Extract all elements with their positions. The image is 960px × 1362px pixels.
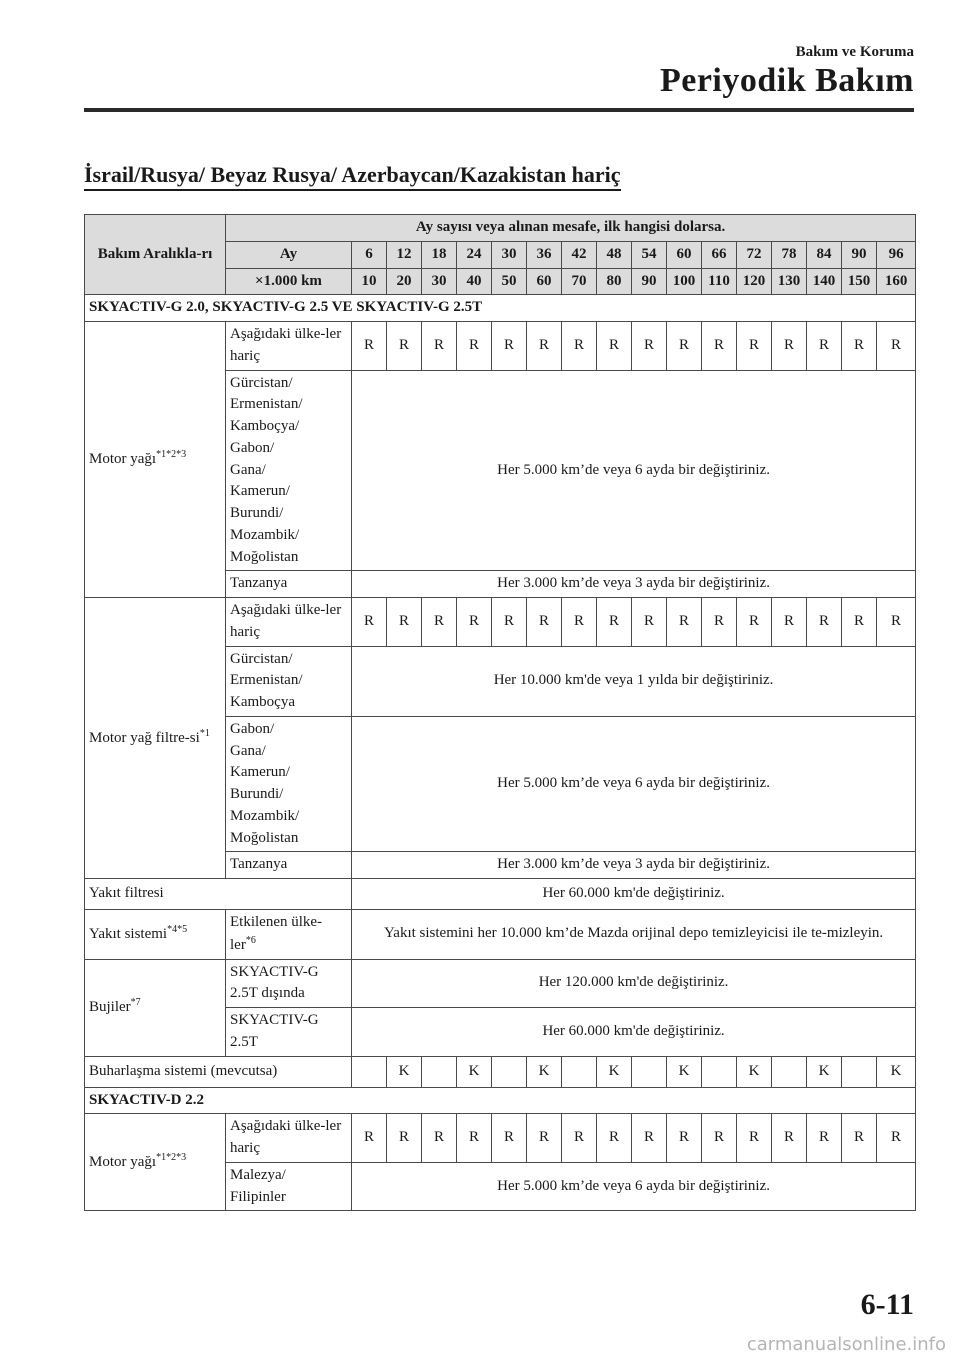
item-name: Motor yağı (89, 451, 157, 468)
replace-mark: R (737, 598, 772, 647)
replace-mark: R (737, 322, 772, 371)
footnote-mark: *1*2*3 (156, 449, 187, 461)
footnote-mark: *1 (199, 727, 210, 739)
replace-mark: R (387, 598, 422, 647)
item-fuel-system (85, 910, 226, 960)
section-label: Bakım ve Koruma (795, 44, 914, 60)
km-cell: 80 (597, 268, 632, 295)
condition-text: Etkilenen ülke-ler (230, 914, 323, 953)
instruction-cell: Her 5.000 km’de veya 6 ayda bir değiştiriniz. (352, 370, 916, 571)
replace-mark: R (667, 322, 702, 371)
instruction-cell: Her 120.000 km'de değiştiriniz. (352, 959, 916, 1008)
replace-mark: R (772, 598, 807, 647)
replace-mark: R (877, 322, 916, 371)
item-engine-oil-diesel (85, 1114, 226, 1211)
inspect-mark: K (807, 1056, 842, 1087)
instruction-cell: Her 60.000 km'de değiştiriniz. (352, 1008, 916, 1057)
km-cell: 120 (737, 268, 772, 295)
month-cell: 6 (352, 241, 387, 268)
interval-header: Ay sayısı veya alınan mesafe, ilk hangisi dolarsa. (226, 215, 916, 242)
schedule-cell (422, 1056, 457, 1087)
table-row (85, 879, 916, 910)
header-rule (84, 108, 914, 112)
table-row (85, 322, 916, 371)
table-row (85, 910, 916, 960)
condition-cell: Gürcistan/ Ermenistan/ Kamboçya (226, 646, 352, 716)
replace-mark: R (842, 322, 877, 371)
replace-mark: R (772, 322, 807, 371)
replace-mark: R (842, 598, 877, 647)
replace-mark: R (387, 1114, 422, 1163)
replace-mark: R (527, 1114, 562, 1163)
item-name: Bujiler (89, 999, 131, 1016)
km-cell: 100 (667, 268, 702, 295)
inspect-mark: K (737, 1056, 772, 1087)
km-cell: 140 (807, 268, 842, 295)
replace-mark: R (842, 1114, 877, 1163)
table-heading: İsrail/Rusya/ Beyaz Rusya/ Azerbaycan/Kazakistan hariç (84, 162, 621, 191)
replace-mark: R (597, 598, 632, 647)
replace-mark: R (492, 322, 527, 371)
footnote-mark: *4*5 (167, 923, 188, 935)
replace-mark: R (352, 322, 387, 371)
table-row (85, 1056, 916, 1087)
km-cell: 130 (772, 268, 807, 295)
month-cell: 66 (702, 241, 737, 268)
condition-cell: SKYACTIV-G 2.5T dışında (226, 959, 352, 1008)
replace-mark: R (422, 1114, 457, 1163)
instruction-cell: Yakıt sistemini her 10.000 km’de Mazda orijinal depo temizleyicisi ile te-mizleyin. (352, 910, 916, 960)
replace-mark: R (632, 1114, 667, 1163)
item-name: Motor yağı (89, 1153, 157, 1170)
instruction-cell: Her 5.000 km’de veya 6 ayda bir değiştiriniz. (352, 716, 916, 852)
month-cell: 12 (387, 241, 422, 268)
km-cell: 30 (422, 268, 457, 295)
month-cell: 90 (842, 241, 877, 268)
instruction-cell: Her 3.000 km’de veya 3 ayda bir değiştiriniz. (352, 571, 916, 598)
replace-mark: R (492, 598, 527, 647)
replace-mark: R (667, 598, 702, 647)
group-row-skyactiv-g (85, 295, 916, 322)
replace-mark: R (597, 1114, 632, 1163)
replace-mark: R (352, 598, 387, 647)
item-oil-filter (85, 598, 226, 879)
condition-cell: Tanzanya (226, 571, 352, 598)
month-cell: 96 (877, 241, 916, 268)
schedule-cell (562, 1056, 597, 1087)
km-cell: 20 (387, 268, 422, 295)
condition-cell: Gabon/ Gana/ Kamerun/ Burundi/ Mozambik/ Moğolistan (226, 716, 352, 852)
replace-mark: R (562, 1114, 597, 1163)
km-cell: 90 (632, 268, 667, 295)
inspect-mark: K (597, 1056, 632, 1087)
replace-mark: R (772, 1114, 807, 1163)
km-cell: 70 (562, 268, 597, 295)
month-cell: 36 (527, 241, 562, 268)
replace-mark: R (492, 1114, 527, 1163)
km-cell: 150 (842, 268, 877, 295)
replace-mark: R (562, 598, 597, 647)
item-spark-plugs (85, 959, 226, 1056)
months-label: Ay (226, 241, 352, 268)
replace-mark: R (807, 598, 842, 647)
chapter-title: Periyodik Bakım (659, 62, 914, 99)
instruction-cell: Her 3.000 km’de veya 3 ayda bir değiştiriniz. (352, 852, 916, 879)
replace-mark: R (877, 1114, 916, 1163)
header-row-interval (85, 215, 916, 242)
km-cell: 40 (457, 268, 492, 295)
condition-cell: Aşağıdaki ülke-ler hariç (226, 1114, 352, 1163)
condition-cell: Aşağıdaki ülke-ler hariç (226, 322, 352, 371)
condition-cell: Malezya/ Filipinler (226, 1162, 352, 1211)
item-fuel-filter: Yakıt filtresi (85, 879, 352, 910)
replace-mark: R (877, 598, 916, 647)
replace-mark: R (352, 1114, 387, 1163)
table-row (85, 598, 916, 647)
km-cell: 110 (702, 268, 737, 295)
replace-mark: R (667, 1114, 702, 1163)
replace-mark: R (422, 598, 457, 647)
month-cell: 78 (772, 241, 807, 268)
month-cell: 60 (667, 241, 702, 268)
replace-mark: R (597, 322, 632, 371)
schedule-cell (352, 1056, 387, 1087)
replace-mark: R (737, 1114, 772, 1163)
condition-cell: Aşağıdaki ülke-ler hariç (226, 598, 352, 647)
replace-mark: R (387, 322, 422, 371)
instruction-cell: Her 60.000 km'de değiştiriniz. (352, 879, 916, 910)
group-label: SKYACTIV-G 2.0, SKYACTIV-G 2.5 VE SKYACTIV-G 2.5T (85, 295, 916, 322)
item-name: Yakıt sistemi (89, 925, 168, 942)
month-cell: 42 (562, 241, 597, 268)
replace-mark: R (527, 598, 562, 647)
maintenance-schedule-table (84, 214, 916, 1211)
schedule-cell (842, 1056, 877, 1087)
table-row (85, 1114, 916, 1163)
inspect-mark: K (527, 1056, 562, 1087)
replace-mark: R (702, 322, 737, 371)
footnote-mark: *7 (130, 997, 141, 1009)
instruction-cell: Her 10.000 km'de veya 1 yılda bir değiştiriniz. (352, 646, 916, 716)
km-cell: 60 (527, 268, 562, 295)
replace-mark: R (457, 1114, 492, 1163)
corner-cell: Bakım Aralıkla-rı (85, 215, 226, 295)
condition-cell: Tanzanya (226, 852, 352, 879)
footnote-mark: *1*2*3 (156, 1151, 187, 1163)
replace-mark: R (807, 1114, 842, 1163)
month-cell: 30 (492, 241, 527, 268)
replace-mark: R (702, 1114, 737, 1163)
schedule-cell (492, 1056, 527, 1087)
replace-mark: R (527, 322, 562, 371)
schedule-cell (632, 1056, 667, 1087)
km-label: ×1.000 km (226, 268, 352, 295)
table-row (85, 959, 916, 1008)
replace-mark: R (632, 322, 667, 371)
replace-mark: R (562, 322, 597, 371)
inspect-mark: K (387, 1056, 422, 1087)
replace-mark: R (632, 598, 667, 647)
km-cell: 160 (877, 268, 916, 295)
schedule-cell (702, 1056, 737, 1087)
group-label: SKYACTIV-D 2.2 (85, 1087, 916, 1114)
footnote-mark: *6 (245, 934, 256, 946)
replace-mark: R (457, 598, 492, 647)
replace-mark: R (422, 322, 457, 371)
month-cell: 84 (807, 241, 842, 268)
instruction-cell: Her 5.000 km’de veya 6 ayda bir değiştiriniz. (352, 1162, 916, 1211)
month-cell: 72 (737, 241, 772, 268)
inspect-mark: K (877, 1056, 916, 1087)
schedule-cell (772, 1056, 807, 1087)
month-cell: 54 (632, 241, 667, 268)
item-name: Motor yağ filtre-si (89, 729, 200, 746)
km-cell: 50 (492, 268, 527, 295)
month-cell: 24 (457, 241, 492, 268)
inspect-mark: K (667, 1056, 702, 1087)
condition-cell (226, 910, 352, 960)
km-cell: 10 (352, 268, 387, 295)
item-evaporative-system: Buharlaşma sistemi (mevcutsa) (85, 1056, 352, 1087)
group-row-skyactiv-d (85, 1087, 916, 1114)
condition-cell: SKYACTIV-G 2.5T (226, 1008, 352, 1057)
replace-mark: R (457, 322, 492, 371)
replace-mark: R (807, 322, 842, 371)
month-cell: 48 (597, 241, 632, 268)
inspect-mark: K (457, 1056, 492, 1087)
watermark: carmanualsonline.info (746, 1334, 946, 1355)
item-engine-oil (85, 322, 226, 598)
month-cell: 18 (422, 241, 457, 268)
replace-mark: R (702, 598, 737, 647)
condition-cell: Gürcistan/ Ermenistan/ Kamboçya/ Gabon/ Gana/ Kamerun/ Burundi/ Mozambik/ Moğolistan (226, 370, 352, 571)
page-number: 6-11 (860, 1288, 914, 1321)
